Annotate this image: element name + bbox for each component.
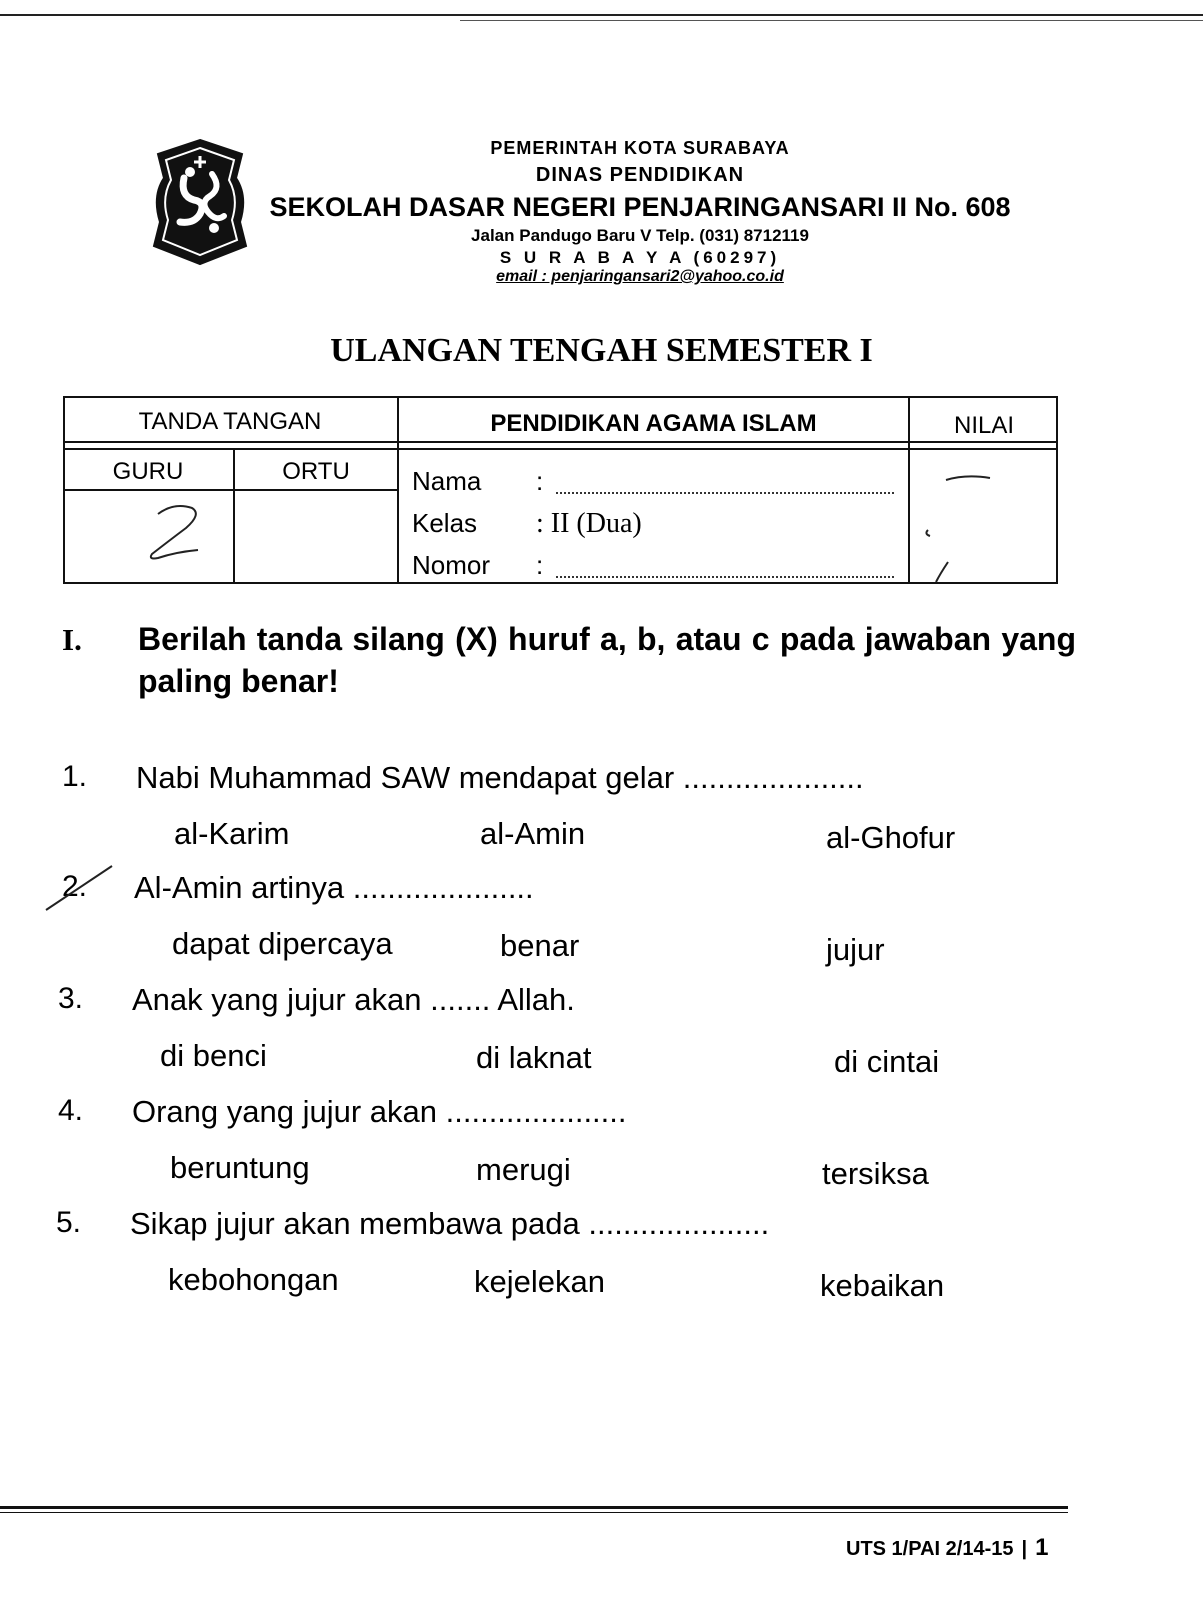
question-1-number: 1.	[62, 760, 88, 793]
class-label: Kelas	[412, 508, 478, 538]
surabaya-emblem-icon	[150, 138, 250, 266]
name-colon: :	[536, 466, 544, 496]
question-4-option-a[interactable]: beruntung	[170, 1150, 310, 1185]
question-2-option-c[interactable]: jujur	[826, 932, 885, 967]
question-1-option-a[interactable]: al-Karim	[174, 816, 290, 851]
number-colon: :	[536, 550, 544, 580]
exam-title: ULANGAN TENGAH SEMESTER I	[330, 332, 873, 369]
subject-title: PENDIDIKAN AGAMA ISLAM	[490, 410, 817, 437]
question-1-option-b[interactable]: al-Amin	[480, 816, 586, 851]
letterhead-government: PEMERINTAH KOTA SURABAYA	[490, 138, 790, 158]
question-3-option-b[interactable]: di laknat	[476, 1040, 592, 1075]
question-5-option-b[interactable]: kejelekan	[474, 1264, 605, 1299]
class-value: : II (Dua)	[536, 508, 642, 539]
question-3-text: Anak yang jujur akan ....... Allah.	[132, 982, 575, 1017]
question-2-option-a[interactable]: dapat dipercaya	[172, 926, 393, 961]
question-3-number: 3.	[58, 982, 84, 1015]
teacher-signature	[140, 500, 210, 566]
score-label: NILAI	[953, 412, 1015, 439]
instruction-text: Berilah tanda silang (X) huruf a, b, atau c pada jawaban yang paling benar!	[138, 621, 1076, 699]
question-5-number: 5.	[56, 1206, 82, 1239]
instruction-number: I.	[62, 622, 82, 657]
grading-check-mark	[40, 862, 116, 916]
question-3-option-c[interactable]: di cintai	[834, 1044, 940, 1079]
name-label: Nama	[412, 466, 482, 496]
signature-label: TANDA TANGAN	[138, 408, 322, 435]
top-scan-rule	[0, 14, 1203, 16]
letterhead-department: DINAS PENDIDIKAN	[535, 164, 745, 186]
letterhead-address: Jalan Pandugo Baru V Telp. (031) 8712119	[471, 226, 809, 245]
page-number: 1	[1035, 1534, 1049, 1561]
footer-rule-thin	[0, 1512, 1068, 1513]
footer-code: UTS 1/PAI 2/14-15	[846, 1538, 1014, 1560]
top-scan-rule-secondary	[460, 20, 1203, 21]
question-4-number: 4.	[58, 1094, 84, 1127]
question-5-option-c[interactable]: kebaikan	[820, 1268, 945, 1303]
question-4-text: Orang yang jujur akan .....................	[132, 1094, 627, 1129]
letterhead-school-name: SEKOLAH DASAR NEGERI PENJARINGANSARI II No. 608	[269, 192, 1011, 222]
question-5-option-a[interactable]: kebohongan	[168, 1262, 339, 1297]
number-label: Nomor	[412, 550, 491, 580]
letterhead-email: email : penjaringansari2@yahoo.co.id	[496, 268, 784, 285]
question-2-text: Al-Amin artinya .....................	[134, 870, 534, 905]
signature-subrow-rule	[63, 489, 399, 491]
footer	[846, 1534, 1048, 1562]
parent-label: ORTU	[282, 458, 350, 485]
question-3-option-a[interactable]: di benci	[160, 1038, 267, 1073]
name-field[interactable]	[556, 492, 894, 494]
question-2-option-b[interactable]: benar	[500, 928, 580, 963]
question-4-option-b[interactable]: merugi	[476, 1152, 571, 1187]
question-1-text: Nabi Muhammad SAW mendapat gelar .....................	[136, 760, 864, 795]
question-1-option-c[interactable]: al-Ghofur	[826, 820, 956, 855]
footer-separator: |	[1021, 1538, 1028, 1560]
question-4-option-c[interactable]: tersiksa	[822, 1156, 929, 1191]
number-field[interactable]	[556, 576, 894, 578]
footer-rule	[0, 1506, 1068, 1509]
score-handwriting	[920, 470, 1000, 590]
question-5-text: Sikap jujur akan membawa pada .....................	[130, 1206, 770, 1241]
letterhead-city: S U R A B A Y A (60297)	[499, 248, 781, 267]
teacher-label: GURU	[112, 458, 184, 485]
question-2-number: 2.	[62, 870, 88, 903]
